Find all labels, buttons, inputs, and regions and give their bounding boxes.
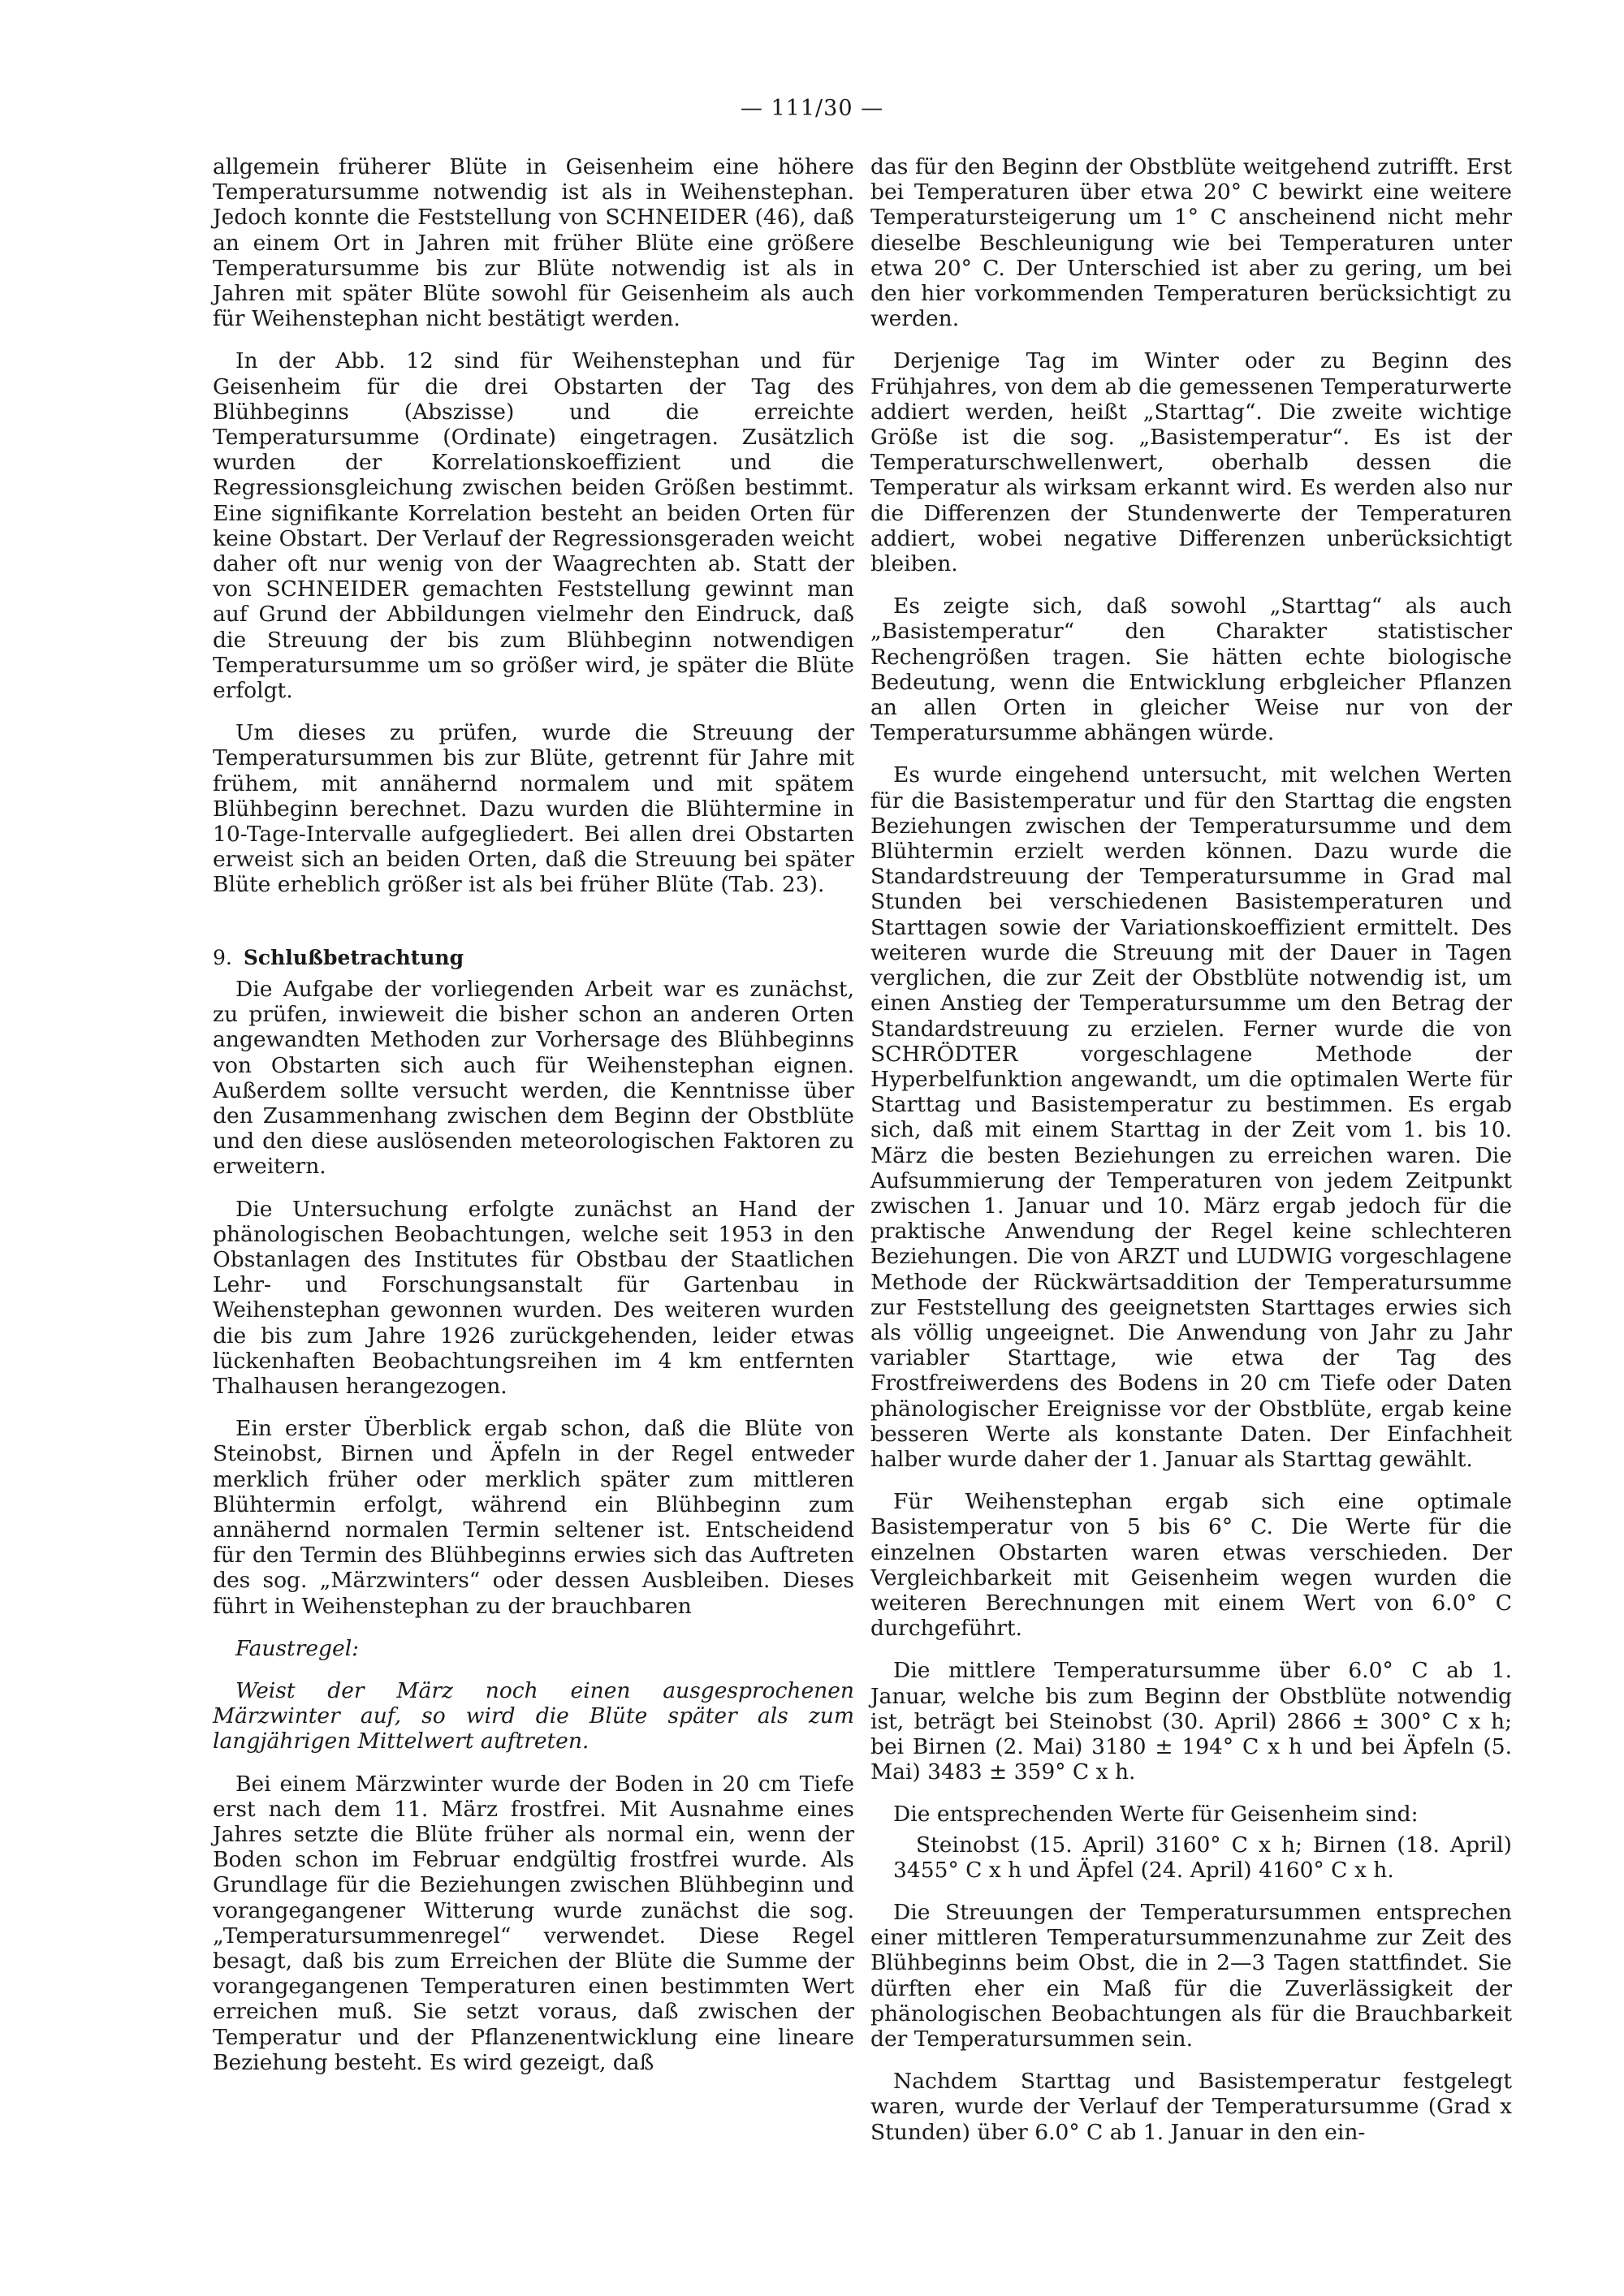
section-number: 9. xyxy=(213,945,232,969)
paragraph: das für den Beginn der Obstblüte weitgehend zutrifft. Erst bei Temperaturen über etwa 20° C bewirkt eine weitere Temperatursteigerung um 1° C anscheinend nicht mehr dieselbe Beschleunigung wie bei Temperaturen unter etwa 20° C. Der Unterschied ist aber zu gering, um bei den hier vorkommenden Temperaturen berücksichtigt zu werden. xyxy=(870,154,1512,332)
rule-label: Faustregel: xyxy=(235,1635,360,1661)
paragraph: Steinobst (15. April) 3160° C x h; Birnen (18. April) 3455° C x h und Äpfel (24. April) 4160° C x h. xyxy=(893,1832,1512,1883)
paragraph: Derjenige Tag im Winter oder zu Beginn des Frühjahres, von dem ab die gemessenen Temperaturwerte addiert werden, heißt „Starttag“. Die zweite wichtige Größe ist die sog. „Basistemperatur“. Es ist der Temperaturschwellenwert, oberhalb dessen die Temperatur als wirksam erkannt wird. Es werden also nur die Differenzen der Stundenwerte der Temperaturen addiert, wobei negative Differenzen unberücksichtigt bleiben. xyxy=(870,348,1512,577)
paragraph: allgemein früherer Blüte in Geisenheim eine höhere Temperatursumme notwendig ist als in Weihenstephan. Jedoch konnte die Feststellung von SCHNEIDER (46), daß an einem Ort in Jahren mit früher Blüte eine größere Temperatursumme bis zur Blüte notwendig ist als in Jahren mit später Blüte sowohl für Geisenheim als auch für Weihenstephan nicht bestätigt werden. xyxy=(213,154,854,332)
section-heading xyxy=(213,945,854,970)
right-column xyxy=(870,154,1512,2162)
section-title: Schlußbetrachtung xyxy=(243,945,464,969)
paragraph: Bei einem Märzwinter wurde der Boden in 20 cm Tiefe erst nach dem 11. März frostfrei. Mit Ausnahme eines Jahres setzte die Blüte früher als normal ein, wenn der Boden schon im Februar endgültig frostfrei wurde. Als Grundlage für die Beziehungen zwischen Blühbeginn und vorangegangener Witterung wurde zunächst die sog. „Temperatursummenregel“ verwendet. Diese Regel besagt, daß bis zum Erreichen der Blüte die Summe der vorangegangenen Temperaturen einen bestimmten Wert erreichen muß. Sie setzt voraus, daß zwischen der Temperatur und der Pflanzenentwicklung eine lineare Beziehung besteht. Es wird gezeigt, daß xyxy=(213,1771,854,2075)
paragraph: Es zeigte sich, daß sowohl „Starttag“ als auch „Basistemperatur“ den Charakter statistischer Rechengrößen tragen. Sie hätten echte biologische Bedeutung, wenn die Entwicklung erbgleicher Pflanzen an allen Orten in gleicher Weise nur von der Temperatursumme abhängen würde. xyxy=(870,593,1512,746)
page-number: — 111/30 — xyxy=(740,96,884,121)
paragraph: In der Abb. 12 sind für Weihenstephan und für Geisenheim für die drei Obstarten der Tag des Blühbeginns (Abszisse) und die erreichte Temperatursumme (Ordinate) eingetragen. Zusätzlich wurden der Korrelationskoeffizient und die Regressionsgleichung zwischen beiden Größen bestimmt. Eine signifikante Korrelation besteht an beiden Orten für keine Obstart. Der Verlauf der Regressionsgeraden weicht daher oft nur wenig von der Waagrechten ab. Statt der von SCHNEIDER gemachten Feststellung gewinnt man auf Grund der Abbildungen vielmehr den Eindruck, daß die Streuung der bis zum Blühbeginn notwendigen Temperatursumme um so größer wird, je später die Blüte erfolgt. xyxy=(213,348,854,704)
paragraph: Die Aufgabe der vorliegenden Arbeit war es zunächst, zu prüfen, inwieweit die bisher schon an anderen Orten angewandten Methoden zur Vorhersage des Blühbeginns von Obstarten sich auch für Weihenstephan eignen. Außerdem sollte versucht werden, die Kenntnisse über den Zusammenhang zwischen dem Beginn der Obstblüte und den diese auslösenden meteorologischen Faktoren zu erweitern. xyxy=(213,976,854,1180)
paragraph: Die entsprechenden Werte für Geisenheim sind: xyxy=(893,1802,1419,1828)
paragraph: Die Untersuchung erfolgte zunächst an Hand der phänologischen Beobachtungen, welche seit 1953 in den Obstanlagen des Institutes für Obstbau der Staatlichen Lehr- und Forschungsanstalt für Gartenbau in Weihenstephan gewonnen wurden. Des weiteren wurden die bis zum Jahre 1926 zurückgehenden, leider etwas lückenhaften Beobachtungsreihen im 4 km entfernten Thalhausen herangezogen. xyxy=(213,1196,854,1399)
paragraph: Ein erster Überblick ergab schon, daß die Blüte von Steinobst, Birnen und Äpfeln in der Regel entweder merklich früher oder merklich später zum mittleren Blühtermin erfolgt, während ein Blühbeginn zum annähernd normalen Termin seltener ist. Entscheidend für den Termin des Blühbeginns erwies sich das Auftreten des sog. „Märzwinters“ oder dessen Ausbleiben. Dieses führt in Weihenstephan zu der brauchbaren xyxy=(213,1416,854,1619)
paragraph: Nachdem Starttag und Basistemperatur festgelegt waren, wurde der Verlauf der Temperatursumme (Grad x Stunden) über 6.0° C ab 1. Januar in den ein- xyxy=(870,2069,1512,2145)
left-column xyxy=(213,154,854,2092)
paragraph: Die Streuungen der Temperatursummen entsprechen einer mittleren Temperatursummenzunahme zur Zeit des Blühbeginns beim Obst, die in 2—3 Tagen stattfindet. Sie dürften eher ein Maß für die Zuverlässigkeit der phänologischen Beobachtungen als für die Brauchbarkeit der Temperatursummen sein. xyxy=(870,1900,1512,2052)
paragraph: Um dieses zu prüfen, wurde die Streuung der Temperatursummen bis zur Blüte, getrennt für Jahre mit frühem, mit annähernd normalem und mit spätem Blühbeginn berechnet. Dazu wurden die Blühtermine in 10-Tage-Intervalle aufgegliedert. Bei allen drei Obstarten erweist sich an beiden Orten, daß die Streuung bei später Blüte erheblich größer ist als bei früher Blüte (Tab. 23). xyxy=(213,720,854,898)
rule-text: Weist der März noch einen ausgesprochenen Märzwinter auf, so wird die Blüte später als zum langjährigen Mittelwert auftreten. xyxy=(213,1677,854,1754)
paragraph: Die mittlere Temperatursumme über 6.0° C ab 1. Januar, welche bis zum Beginn der Obstblüte notwendig ist, beträgt bei Steinobst (30. April) 2866 ± 300° C x h; bei Birnen (2. Mai) 3180 ± 194° C x h und bei Äpfeln (5. Mai) 3483 ± 359° C x h. xyxy=(870,1658,1512,1785)
paragraph: Es wurde eingehend untersucht, mit welchen Werten für die Basistemperatur und für den Starttag die engsten Beziehungen zwischen der Temperatursumme und dem Blühtermin erzielt werden können. Dazu wurde die Standardstreuung der Temperatursumme in Grad mal Stunden bei verschiedenen Basistemperaturen und Starttagen sowie der Variationskoeffizient ermittelt. Des weiteren wurde die Streuung mit der Dauer in Tagen verglichen, die zur Zeit der Obstblüte notwendig ist, um einen Anstieg der Temperatursumme um den Betrag der Standardstreuung zu erzielen. Ferner wurde die von SCHRÖDTER vorgeschlagene Methode der Hyperbelfunktion angewandt, um die optimalen Werte für Starttag und Basistemperatur zu bestimmen. Es ergab sich, daß mit einem Starttag in der Zeit vom 1. bis 10. März die besten Beziehungen zu erreichen waren. Die Aufsummierung der Temperaturen von jedem Zeitpunkt zwischen 1. Januar und 10. März ergab jedoch für die praktische Anwendung der Regel keine schlechteren Beziehungen. Die von ARZT und LUDWIG vorgeschlagene Methode der Rückwärtsaddition der Temperatursumme zur Feststellung des geeignetsten Starttages erwies sich als völlig ungeeignet. Die Anwendung von Jahr zu Jahr variabler Starttage, wie etwa der Tag des Frostfreiwerdens des Bodens in 20 cm Tiefe oder Daten phänologischer Ereignisse vor der Obstblüte, ergab keine besseren Werte als konstante Daten. Der Einfachheit halber wurde daher der 1. Januar als Starttag gewählt. xyxy=(870,762,1512,1472)
paragraph: Für Weihenstephan ergab sich eine optimale Basistemperatur von 5 bis 6° C. Die Werte für die einzelnen Obstarten waren etwas verschieden. Der Vergleichbarkeit mit Geisenheim wegen wurden die weiteren Berechnungen mit einem Wert von 6.0° C durchgeführt. xyxy=(870,1489,1512,1642)
